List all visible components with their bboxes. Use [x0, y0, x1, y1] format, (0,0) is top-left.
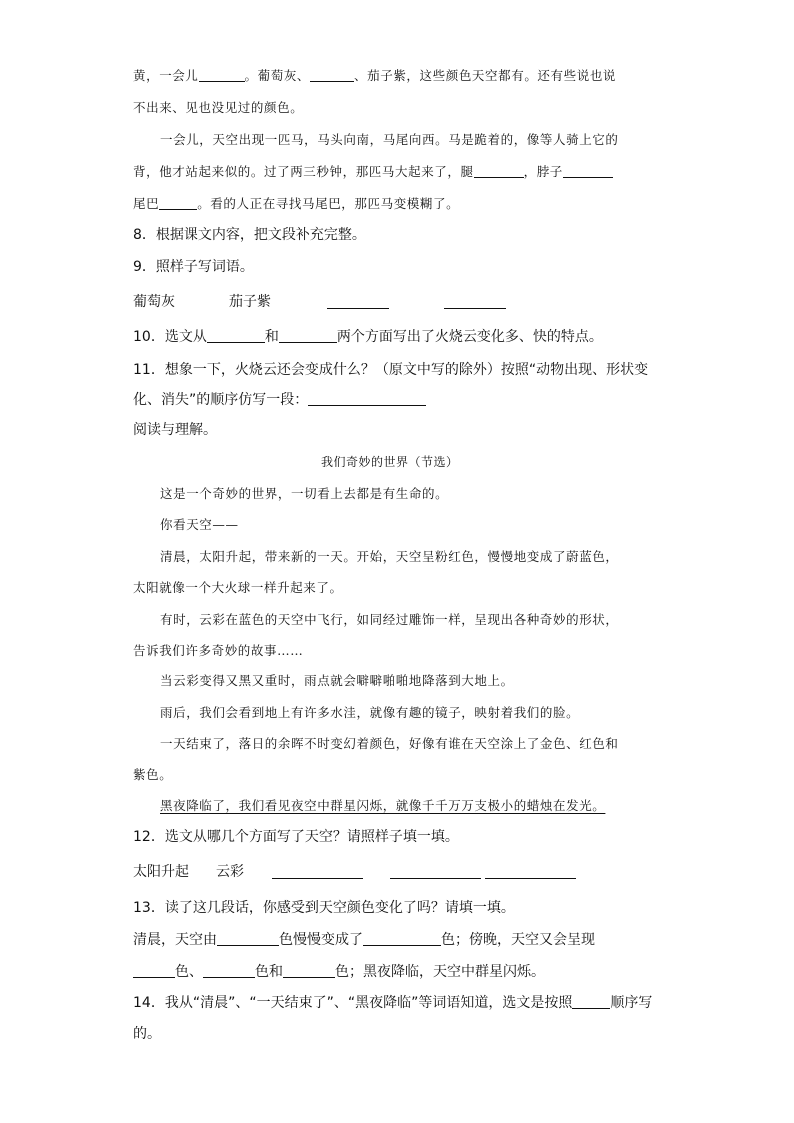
example-word: 太阳升起 — [133, 864, 189, 880]
answer-blank[interactable] — [572, 994, 610, 1009]
fill-blank[interactable] — [199, 67, 245, 82]
passage-line: 一会儿，天空出现一匹马，马头向南，马尾向西。马是跪着的，像等人骑上它的 — [160, 132, 619, 147]
answer-blank[interactable] — [444, 294, 506, 309]
answer-blank[interactable] — [283, 963, 335, 978]
underlined-sentence: 黑夜降临了，我们看见夜空中群星闪烁，就像千千万万支极小的蜡烛在发光。 — [160, 798, 606, 813]
answer-blank[interactable] — [363, 931, 441, 946]
answer-blank[interactable] — [327, 294, 389, 309]
section-heading: 阅读与理解。 — [133, 422, 217, 438]
fill-blank[interactable] — [310, 67, 354, 82]
passage-line: 有时，云彩在蓝色的天空中飞行，如同经过雕饰一样，呈现出各种奇妙的形状， — [160, 612, 619, 627]
question-13: 13．读了这几段话，你感受到天空颜色变化了吗？请填一填。 — [133, 900, 515, 916]
answer-blank[interactable] — [390, 864, 481, 879]
fill-blank[interactable] — [159, 195, 197, 210]
passage-line: 清晨，太阳升起，带来新的一天。开始，天空呈粉红色，慢慢地变成了蔚蓝色， — [160, 549, 619, 564]
question-14-cont: 的。 — [133, 1026, 161, 1042]
question-13-line: 清晨，天空由 色慢慢变成了 色；傍晚，天空又会呈现 — [133, 932, 595, 948]
example-word: 云彩 — [216, 864, 244, 880]
passage-line: 一天结束了，落日的余晖不时变幻着颜色，好像有谁在天空涂上了金色、红色和 — [160, 736, 619, 751]
question-9: 9．照样子写词语。 — [133, 259, 254, 275]
passage-line: 当云彩变得又黑又重时，雨点就会噼噼啪啪地降落到大地上。 — [160, 673, 514, 688]
answer-blank[interactable] — [133, 963, 175, 978]
question-11-cont: 化、消失”的顺序仿写一段： — [133, 390, 426, 410]
passage-line: 黄，一会儿 。葡萄灰、 、茄子紫，这些颜色天空都有。还有些说也说 — [133, 68, 617, 83]
passage-line: 告诉我们许多奇妙的故事…… — [133, 643, 304, 658]
question-10: 10．选文从 和 两个方面写出了火烧云变化多、快的特点。 — [133, 329, 603, 345]
fill-blank[interactable] — [563, 163, 613, 178]
fill-blank[interactable] — [474, 163, 524, 178]
question-8: 8．根据课文内容，把文段补充完整。 — [133, 227, 366, 243]
passage-line: 紫色。 — [133, 767, 173, 782]
question-12: 12．选文从哪几个方面写了天空？请照样子填一填。 — [133, 829, 459, 845]
passage-line: 太阳就像一个大火球一样升起来了。 — [133, 580, 343, 595]
example-word: 葡萄灰 — [133, 294, 175, 310]
passage-line: 不出来、见也没见过的颜色。 — [133, 100, 304, 115]
answer-blank[interactable] — [207, 328, 265, 343]
answer-blank[interactable] — [272, 864, 363, 879]
answer-blank[interactable] — [203, 963, 255, 978]
passage-line: 这是一个奇妙的世界，一切看上去都是有生命的。 — [160, 486, 449, 501]
question-14: 14．我从“清晨”、“一天结束了”、“黑夜降临”等词语知道，选文是按照 顺序写 — [133, 995, 653, 1011]
answer-blank[interactable] — [485, 864, 576, 879]
question-13-line: 色、 色和 色；黑夜降临，天空中群星闪烁。 — [133, 962, 545, 982]
answer-blank[interactable] — [279, 328, 337, 343]
passage-line: 尾巴 。看的人正在寻找马尾巴，那匹马变模糊了。 — [133, 196, 460, 211]
answer-blank[interactable] — [308, 391, 426, 406]
passage-line: 雨后，我们会看到地上有许多水洼，就像有趣的镜子，映射着我们的脸。 — [160, 705, 580, 720]
passage-line: 你看天空—— — [160, 517, 239, 532]
answer-blank[interactable] — [217, 931, 279, 946]
example-word: 茄子紫 — [229, 294, 271, 310]
question-11: 11．想象一下，火烧云还会变成什么？（原文中写的除外）按照“动物出现、形状变 — [133, 362, 649, 378]
passage-line: 背，他才站起来似的。过了两三秒钟，那匹马大起来了，腿 ，脖子 — [133, 162, 613, 182]
passage-title: 我们奇妙的世界（节选） — [321, 455, 459, 469]
